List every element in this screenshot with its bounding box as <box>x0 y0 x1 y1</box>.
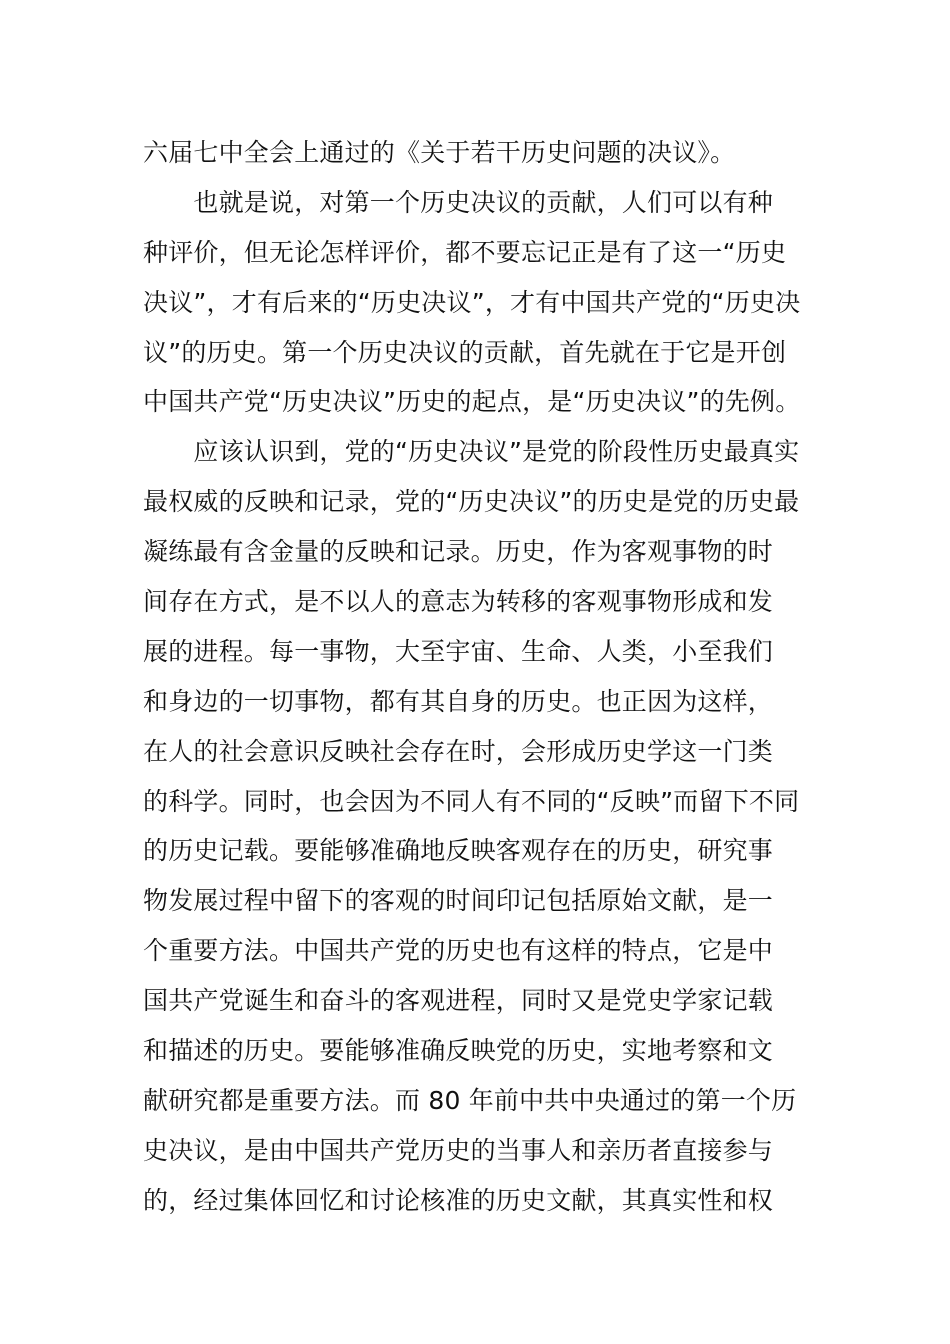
text-line: 物发展过程中留下的客观的时间印记包括原始文献，是一 <box>143 886 774 916</box>
text-line: 展的进程。每一事物，大至宇宙、生命、人类，小至我们 <box>143 636 774 666</box>
text-line: 决议”，才有后来的“历史决议”，才有中国共产党的“历史决 <box>143 287 801 317</box>
text-line: 间存在方式，是不以人的意志为转移的客观事物形成和发 <box>143 587 774 617</box>
text-line: 和身边的一切事物，都有其自身的历史。也正因为这样， <box>143 686 774 716</box>
text-line: 种评价，但无论怎样评价，都不要忘记正是有了这一“历史 <box>143 237 787 267</box>
text-line: 六届七中全会上通过的《关于若干历史问题的决议》。 <box>143 138 736 167</box>
text-line: 的历史记载。要能够准确地反映客观存在的历史，研究事 <box>143 836 774 866</box>
text-line: 和描述的历史。要能够准确反映党的历史，实地考察和文 <box>143 1036 774 1066</box>
text-line: 史决议，是由中国共产党历史的当事人和亲历者直接参与 <box>143 1135 774 1165</box>
text-line: 的，经过集体回忆和讨论核准的历史文献，其真实性和权 <box>143 1185 774 1215</box>
text-line: 献研究都是重要方法。而 80 年前中共中央通过的第一个历 <box>143 1085 797 1115</box>
body-text <box>143 128 813 1226</box>
text-line: 中国共产党“历史决议”历史的起点，是“历史决议”的先例。 <box>143 387 801 417</box>
text-line: 国共产党诞生和奋斗的客观进程，同时又是党史学家记载 <box>143 986 774 1016</box>
text-line: 最权威的反映和记录，党的“历史决议”的历史是党的历史最 <box>143 487 800 517</box>
text-line: 凝练最有含金量的反映和记录。历史，作为客观事物的时 <box>143 537 774 567</box>
text-line: 个重要方法。中国共产党的历史也有这样的特点，它是中 <box>143 936 774 966</box>
text-line: 的科学。同时，也会因为不同人有不同的“反映”而留下不同 <box>143 786 800 816</box>
text-line: 在人的社会意识反映社会存在时，会形成历史学这一门类 <box>143 736 774 766</box>
text-line: 应该认识到，党的“历史决议”是党的阶段性历史最真实 <box>143 437 800 467</box>
text-line: 也就是说，对第一个历史决议的贡献，人们可以有种 <box>143 187 774 217</box>
text-line: 议”的历史。第一个历史决议的贡献，首先就在于它是开创 <box>143 337 787 367</box>
